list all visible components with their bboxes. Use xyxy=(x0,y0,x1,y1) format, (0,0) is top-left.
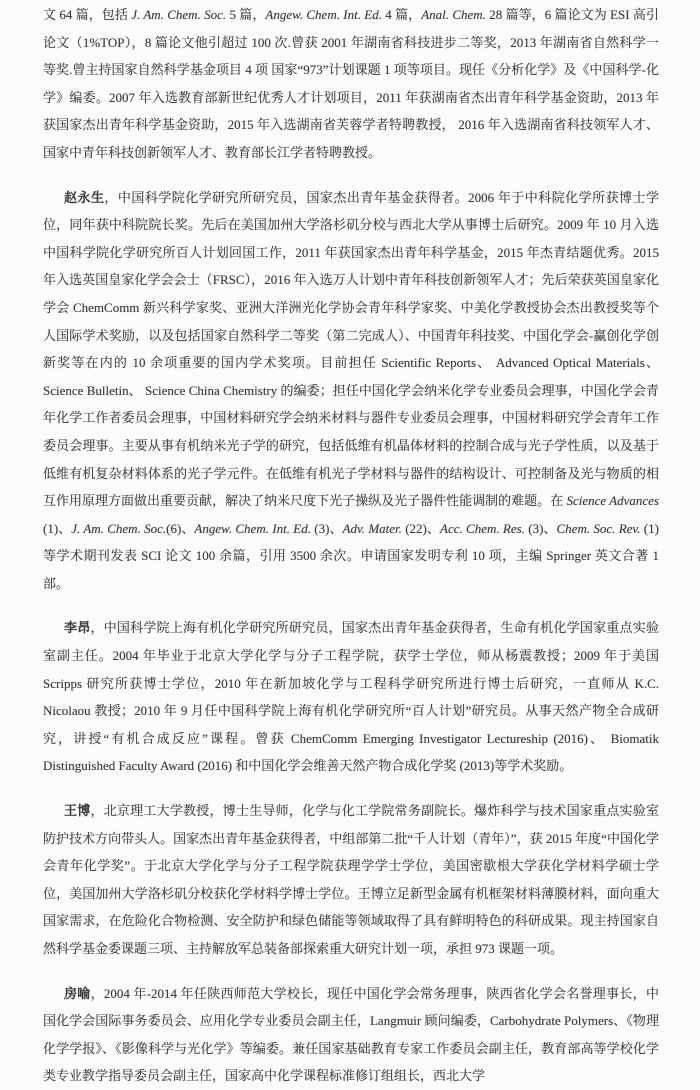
text-run: 4 篇， xyxy=(381,7,422,22)
text-run: 5 篇， xyxy=(226,7,266,22)
text-run: (22)、 xyxy=(401,520,440,536)
text-run: ，中国科学院化学研究所研究员，国家杰出青年基金获得者。2006 年于中科院化学所获博士学位，同年获中科院院长奖。先后在美国加州大学洛杉矶分校与西北大学从事博士后研究。2009 年 10 月入选中国科学院化学研究所百人计划回国工作，2011 年获国家杰出青年科学基金，2015 年杰青结题优秀。2015 年入选英国皇家化学会会士（FRSC），2016 年入选万人计划中青年科技创新领军人才；先后荣获英国皇家化学会 ChemComm 新兴科学家奖、亚洲大洋洲光化学协会青年科学家奖、中美化学教授协会杰出教授奖等个人国际学术奖励，以及包括国家自然科学二等奖（第二完成人）、中国青年科技奖、中国化学会-赢创化学创新奖等在内的 10 余项重要的国内学术奖项。目前担任 Scientific Reports、 Advanced Optical Materials、 Science Bulletin、 Science China Chemistry 的编委；担任中国化学会纳米化学专业委员会理事，中国化学会青年化学工作者委员会理事，中国材料研究学会纳米材料与器件专业委员会理事，中国材料研究学会青年工作委员会理事。主要从事有机纳米光子学的研究，包括低维有机晶体材料的控制合成与光子学性质，以及基于低维有机复杂材料体系的光子学元件。在低维有机光子学材料与器件的结构设计、可控制备及光与物质的相互作用原理方面做出重要贡献，解决了纳米尺度下光子操纵及光子器件性能调制的难题。在 xyxy=(43,189,659,509)
journal-name: Adv. Mater. xyxy=(342,520,402,536)
text-run: (3)、 xyxy=(524,520,557,536)
bio-wang-bo xyxy=(43,797,659,963)
text-run: ，北京理工大学教授，博士生导师，化学与化工学院常务副院长。爆炸科学与技术国家重点实验室防护技术方向带头人。国家杰出青年基金获得者，中组部第二批“千人计划（青年）”，获 2015 年度“中国化学会青年化学奖”。于北京大学化学与分子工程学院获理学学士学位，美国密歇根大学获化学材料学硕士学位，美国加州大学洛杉矶分校获化学材料学博士学位。王博立足新型金属有机框架材料薄膜材料，面向重大国家需求，在危险化合物检测、安全防护和绿色储能等领域取得了具有鲜明特色的科研成果。现主持国家自然科学基金委课题三项、主持解放军总装备部探索重大研究计划一项，承担 973 课题一项。 xyxy=(43,803,659,956)
bio-zhao-yongsheng xyxy=(43,184,659,598)
journal-name: Science Advances xyxy=(566,493,659,509)
journal-name: J. Am. Chem. Soc. xyxy=(71,520,167,536)
bio-li-ang xyxy=(43,614,659,780)
text-run: (1)、 xyxy=(43,520,72,536)
journal-name: Acc. Chem. Res. xyxy=(440,520,525,536)
text-run: (3)、 xyxy=(310,520,343,536)
journal-name: Anal. Chem. xyxy=(421,7,486,22)
journal-name: Angew. Chem. Int. Ed. xyxy=(265,7,382,22)
person-name: 赵永生 xyxy=(64,189,105,205)
document-body xyxy=(43,1,659,1090)
text-run: ，2004 年-2014 年任陕西师范大学校长，现任中国化学会常务理事，陕西省化学会名誉理事长，中国化学会国际事务委员会、应用化学专业委员会副主任，Langmuir 顾问编委，Carbohydrate Polymers、《物理化学学报》、《影像科学与光化学》等编委。兼任国家基础教育专家工作委员会副主任，教育部高等学校化学类专业教学指导委员会副主任，国家高中化学课程标准修订组组长，西北大学 xyxy=(43,985,659,1084)
bio-fang-yu xyxy=(43,980,659,1090)
journal-name: Chem. Soc. Rev. xyxy=(556,520,641,536)
person-name: 李昂 xyxy=(64,620,91,636)
person-name: 房喻 xyxy=(64,985,91,1001)
paragraph-continuation-publication-stats xyxy=(43,1,659,167)
text-run: 文 64 篇，包括 xyxy=(43,7,132,22)
journal-name: Angew. Chem. Int. Ed. xyxy=(194,520,311,536)
person-name: 王博 xyxy=(64,803,91,819)
text-run: (1)等学术期刊发表 SCI 论文 100 余篇，引用 3500 余次。申请国家发明专利 10 项，主编 Springer 英文合著 1 部。 xyxy=(43,520,659,591)
text-run: (6)、 xyxy=(166,520,195,536)
text-run: ，中国科学院上海有机化学研究所研究员，国家杰出青年基金获得者，生命有机化学国家重点实验室副主任。2004 年毕业于北京大学化学与分子工程学院，获学士学位，师从杨震教授；2009 年于美国 Scripps 研究所获博士学位，2010 年在新加坡化学与工程科学研究所进行博士后研究，一直师从 K.C. Nicolaou 教授；2010 年 9 月任中国科学院上海有机化学研究所“百人计划”研究员。从事天然产物全合成研究，讲授“有机合成反应”课程。曾获 ChemComm Emerging Investigator Lectureship (2016)、 Biomatik Distinguished Faculty Award (2016) 和中国化学会维善天然产物合成化学奖 (2013)等学术奖励。 xyxy=(43,620,659,774)
text-run: 28 篇等，6 篇论文为 ESI 高引论文（1%TOP），8 篇论文他引超过 100 次.曾获 2001 年湖南省科技进步二等奖，2013 年湖南省自然科学一等奖.曾主持国家自然科学基金项目 4 项 国家“973”计划课题 1 项等项目。现任《分析化学》及《中国科学-化学》编委。2007 年入选教育部新世纪优秀人才计划项目，2011 年获湖南省杰出青年科学基金资助，2013 年获国家杰出青年科学基金资助，2015 年入选湖南省芙蓉学者特聘教授， 2016 年入选湖南省科技领军人才、国家中青年科技创新领军人才、教育部长江学者特聘教授。 xyxy=(43,7,659,160)
journal-name: J. Am. Chem. Soc. xyxy=(131,7,227,22)
